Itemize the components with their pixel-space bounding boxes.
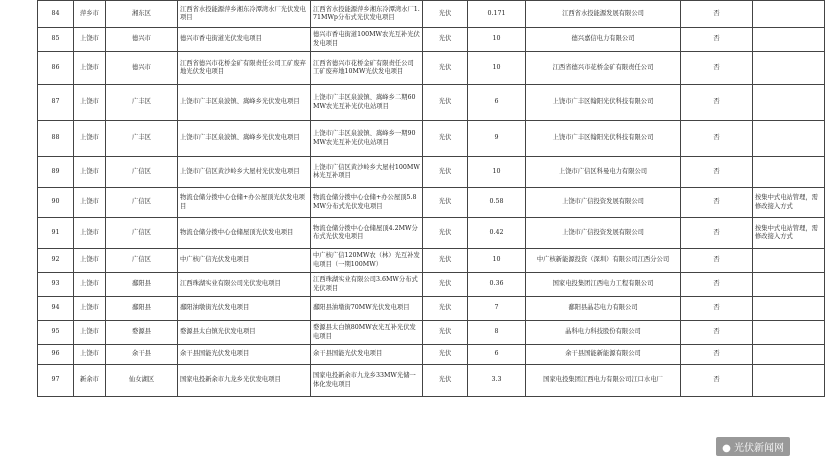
cell-flag: 否: [681, 85, 753, 121]
cell-county: 婺源县: [106, 321, 178, 345]
cell-no: 92: [38, 249, 74, 273]
cell-no: 96: [38, 345, 74, 365]
cell-city: 萍乡市: [74, 1, 106, 28]
cell-flag: 否: [681, 249, 753, 273]
cell-type: 光伏: [423, 249, 468, 273]
cell-owner: 上饶市广信区科曼电力有限公司: [526, 157, 681, 188]
cell-remark: [753, 297, 825, 321]
cell-capacity: 3.3: [468, 365, 526, 397]
cell-flag: 否: [681, 121, 753, 157]
table-row: [38, 157, 825, 188]
cell-remark: [753, 52, 825, 85]
table-row: [38, 121, 825, 157]
cell-name: 国家电投新余市九龙乡33MW光储一体化发电项目: [311, 365, 423, 397]
cell-no: 87: [38, 85, 74, 121]
cell-type: 光伏: [423, 52, 468, 85]
cell-no: 97: [38, 365, 74, 397]
cell-county: 德兴市: [106, 28, 178, 52]
cell-company: 江西珠湖实业有限公司光伏发电项目: [178, 273, 311, 297]
cell-city: 上饶市: [74, 249, 106, 273]
cell-owner: 上饶市广丰区翰阳光伏科技有限公司: [526, 85, 681, 121]
cell-remark: [753, 28, 825, 52]
cell-city: 上饶市: [74, 28, 106, 52]
cell-remark: [753, 121, 825, 157]
cell-owner: 上饶市广信投资发展有限公司: [526, 218, 681, 249]
cell-no: 94: [38, 297, 74, 321]
cell-remark: [753, 273, 825, 297]
cell-city: 上饶市: [74, 297, 106, 321]
cell-remark: [753, 365, 825, 397]
cell-name: 上饶市广丰区泉波镇、嵩峰乡一期90MW农光互补光伏电站项目: [311, 121, 423, 157]
cell-type: 光伏: [423, 345, 468, 365]
cell-capacity: 0.42: [468, 218, 526, 249]
cell-no: 93: [38, 273, 74, 297]
table-row: [38, 297, 825, 321]
cell-company: 国家电投新余市九龙乡光伏发电项目: [178, 365, 311, 397]
cell-capacity: 10: [468, 52, 526, 85]
cell-county: 余干县: [106, 345, 178, 365]
cell-city: 上饶市: [74, 273, 106, 297]
cell-company: 江西省德兴市花桥金矿有限责任公司工矿废弃地光伏发电项目: [178, 52, 311, 85]
cell-flag: 否: [681, 52, 753, 85]
cell-company: 余干县国能光伏发电项目: [178, 345, 311, 365]
cell-county: 广信区: [106, 249, 178, 273]
cell-company: 德兴市香屯街道光伏发电项目: [178, 28, 311, 52]
cell-city: 上饶市: [74, 345, 106, 365]
cell-type: 光伏: [423, 1, 468, 28]
cell-remark: [753, 345, 825, 365]
table-row: [38, 273, 825, 297]
cell-name: 江西省德兴市花桥金矿有限责任公司工矿废弃地10MW光伏发电项目: [311, 52, 423, 85]
cell-remark: [753, 321, 825, 345]
cell-remark: [753, 1, 825, 28]
cell-capacity: 10: [468, 28, 526, 52]
cell-flag: 否: [681, 365, 753, 397]
cell-type: 光伏: [423, 297, 468, 321]
cell-county: 广信区: [106, 188, 178, 218]
cell-owner: 江西省水投能源发展有限公司: [526, 1, 681, 28]
cell-capacity: 6: [468, 345, 526, 365]
cell-capacity: 10: [468, 249, 526, 273]
cell-capacity: 0.36: [468, 273, 526, 297]
cell-name: 物流仓储分拨中心仓储+办公屋顶5.8MW分布式光伏发电项目: [311, 188, 423, 218]
cell-owner: 德兴嘉信电力有限公司: [526, 28, 681, 52]
cell-name: 上饶市广信区黄沙岭乡大屋村100MW林光互补项目: [311, 157, 423, 188]
cell-capacity: 0.58: [468, 188, 526, 218]
cell-flag: 否: [681, 188, 753, 218]
cell-type: 光伏: [423, 188, 468, 218]
cell-capacity: 8: [468, 321, 526, 345]
cell-name: 物流仓储分拨中心仓储屋顶4.2MW分布式光伏发电项目: [311, 218, 423, 249]
cell-company: 物流仓储分拨中心仓储+办公屋顶光伏发电项目: [178, 188, 311, 218]
cell-flag: 否: [681, 345, 753, 365]
cell-company: 婺源县太白镇光伏发电项目: [178, 321, 311, 345]
cell-city: 上饶市: [74, 121, 106, 157]
table-row: [38, 28, 825, 52]
cell-remark: 按集中式电站管理，需修改接入方式: [753, 188, 825, 218]
cell-city: 上饶市: [74, 52, 106, 85]
cell-name: 余干县国能光伏发电项目: [311, 345, 423, 365]
cell-capacity: 6: [468, 85, 526, 121]
cell-name: 中广核广信120MW农（林）光互补发电项目（一期100MW）: [311, 249, 423, 273]
cell-county: 鄱阳县: [106, 297, 178, 321]
cell-county: 广丰区: [106, 85, 178, 121]
cell-company: 江西省水投能源萍乡湘东冷潭湾水厂光伏发电项目: [178, 1, 311, 28]
cell-remark: [753, 157, 825, 188]
cell-no: 91: [38, 218, 74, 249]
cell-owner: 鄱阳县晶芯电力有限公司: [526, 297, 681, 321]
cell-company: 上饶市广丰区泉波镇、嵩峰乡光伏发电项目: [178, 85, 311, 121]
cell-no: 84: [38, 1, 74, 28]
cell-city: 上饶市: [74, 321, 106, 345]
table-row: [38, 1, 825, 28]
cell-type: 光伏: [423, 157, 468, 188]
cell-flag: 否: [681, 297, 753, 321]
cell-no: 85: [38, 28, 74, 52]
cell-remark: [753, 249, 825, 273]
cell-name: 婺源县太白镇80MW农光互补光伏发电项目: [311, 321, 423, 345]
cell-company: 上饶市广丰区泉波镇、嵩峰乡光伏发电项目: [178, 121, 311, 157]
cell-company: 中广核广信光伏发电项目: [178, 249, 311, 273]
cell-county: 广信区: [106, 218, 178, 249]
cell-city: 上饶市: [74, 157, 106, 188]
cell-flag: 否: [681, 273, 753, 297]
cell-no: 90: [38, 188, 74, 218]
cell-capacity: 0.171: [468, 1, 526, 28]
cell-flag: 否: [681, 28, 753, 52]
cell-no: 88: [38, 121, 74, 157]
cell-capacity: 7: [468, 297, 526, 321]
cell-company: 物流仓储分拨中心仓储屋顶光伏发电项目: [178, 218, 311, 249]
table-row: [38, 365, 825, 397]
cell-county: 鄱阳县: [106, 273, 178, 297]
cell-remark: [753, 85, 825, 121]
cell-owner: 中广核新能源投资（深圳）有限公司江西分公司: [526, 249, 681, 273]
cell-owner: 上饶市广丰区翰阳光伏科技有限公司: [526, 121, 681, 157]
cell-name: 江西珠湖实业有限公司3.6MW分布式光伏项目: [311, 273, 423, 297]
cell-name: 上饶市广丰区泉波镇、嵩峰乡二期60MW农光互补光伏电站项目: [311, 85, 423, 121]
cell-owner: 上饶市广信投资发展有限公司: [526, 188, 681, 218]
watermark-badge: ● 光伏新闻网: [716, 437, 790, 456]
cell-county: 湘东区: [106, 1, 178, 28]
cell-type: 光伏: [423, 218, 468, 249]
table-row: [38, 188, 825, 218]
cell-capacity: 9: [468, 121, 526, 157]
cell-city: 上饶市: [74, 85, 106, 121]
table-row: [38, 218, 825, 249]
cell-owner: 余干县国能新能源有限公司: [526, 345, 681, 365]
cell-city: 上饶市: [74, 188, 106, 218]
table-row: [38, 52, 825, 85]
cell-owner: 国家电投集团江西电力有限公司江口水电厂: [526, 365, 681, 397]
cell-flag: 否: [681, 1, 753, 28]
cell-name: 江西省水投能源萍乡湘东冷潭湾水厂1.71MWp分布式光伏发电项目: [311, 1, 423, 28]
cell-type: 光伏: [423, 85, 468, 121]
cell-county: 广信区: [106, 157, 178, 188]
cell-flag: 否: [681, 321, 753, 345]
cell-type: 光伏: [423, 273, 468, 297]
cell-no: 95: [38, 321, 74, 345]
cell-name: 德兴市香屯街道100MW农光互补光伏发电项目: [311, 28, 423, 52]
cell-owner: 江西省德兴市花桥金矿有限责任公司: [526, 52, 681, 85]
table-row: [38, 85, 825, 121]
cell-flag: 否: [681, 218, 753, 249]
cell-no: 89: [38, 157, 74, 188]
cell-type: 光伏: [423, 121, 468, 157]
document-page: [37, 0, 825, 397]
cell-city: 新余市: [74, 365, 106, 397]
table-row: [38, 345, 825, 365]
project-table: [37, 0, 825, 397]
table-row: [38, 321, 825, 345]
cell-county: 仙女湖区: [106, 365, 178, 397]
cell-name: 鄱阳县油墩街70MW光伏发电项目: [311, 297, 423, 321]
cell-county: 广丰区: [106, 121, 178, 157]
cell-type: 光伏: [423, 321, 468, 345]
cell-county: 德兴市: [106, 52, 178, 85]
cell-company: 鄱阳油墩街光伏发电项目: [178, 297, 311, 321]
cell-company: 上饶市广信区黄沙岭乡大屋村光伏发电项目: [178, 157, 311, 188]
cell-type: 光伏: [423, 28, 468, 52]
cell-owner: 晶科电力科技股份有限公司: [526, 321, 681, 345]
cell-capacity: 10: [468, 157, 526, 188]
cell-owner: 国家电投集团江西电力工程有限公司: [526, 273, 681, 297]
cell-city: 上饶市: [74, 218, 106, 249]
cell-remark: 按集中式电站管理，需修改接入方式: [753, 218, 825, 249]
cell-flag: 否: [681, 157, 753, 188]
table-row: [38, 249, 825, 273]
cell-type: 光伏: [423, 365, 468, 397]
cell-no: 86: [38, 52, 74, 85]
